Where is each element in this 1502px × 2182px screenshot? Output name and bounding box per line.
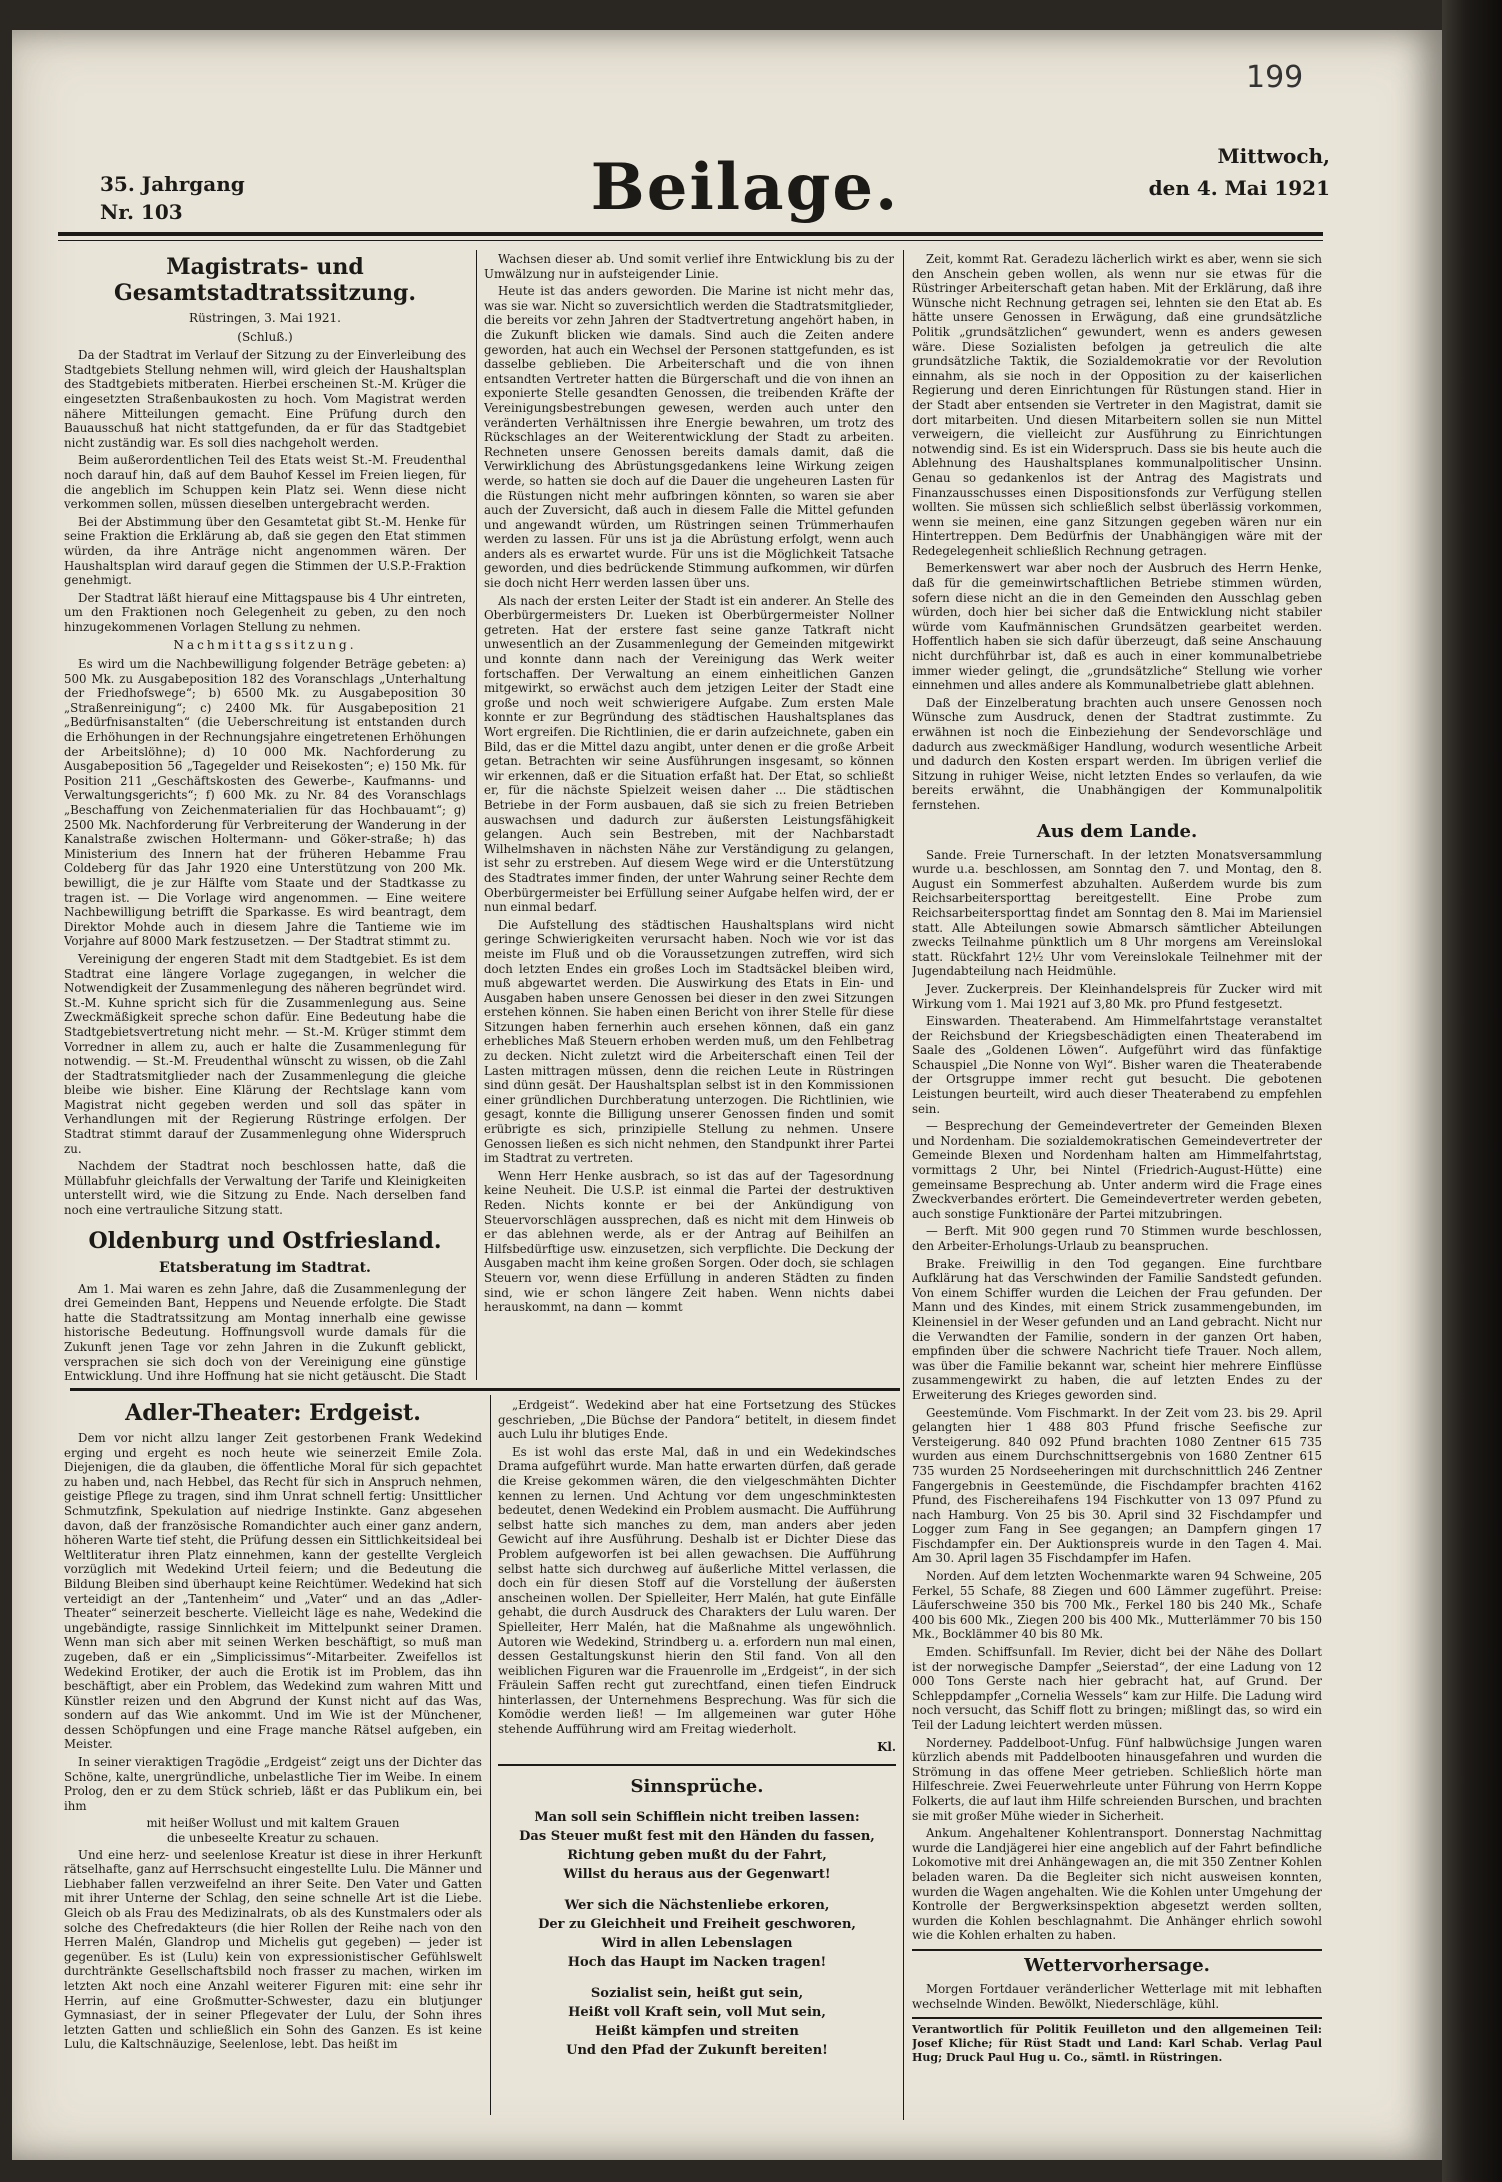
poem-line: Und den Pfad der Zukunft bereiten! (566, 2043, 828, 2059)
header-rule (58, 232, 1323, 236)
poem-line: Der zu Gleichheit und Freiheit geschworen, (538, 1917, 856, 1933)
paragraph: Norderney. Paddelboot-Unfug. Fünf halbwüchsige Jungen waren kürzlich abends mit Paddelbooten hinausgefahren und wurden die Strömung in das offene Meer getrieben. Schließlich hörte man Hilfeschreie. Zwei Feuerwehrleute unter Führung von Herrn Koppe Folkerts, die auf laut ihm Hilfe schreienden Burschen, und brachten sie mit großer Mühe wieder in Sicherheit. (912, 1735, 1322, 1823)
column-1 (64, 252, 466, 1382)
paragraph: Dem vor nicht allzu langer Zeit gestorbenen Frank Wedekind erging und ergeht es noch heute wie seinerzeit Emile Zola. Diejenigen, die da glauben, die öffentliche Moral für sich gepachtet zu haben und, nach Hebbel, das Recht für sich in Anspruch nehmen, geistige Pflege zu tragen, sind ihm Unrat schnell fertig: Unsittlicher Schmutzfink, Spekulation auf niedrige Instinkte. Ganz abgesehen davon, daß der französische Romandichter auch einer ganz andern, höheren Warte tief steht, die Prüfung dessen ein Sittlichkeitsideal bei Weltliteratur ihren Platz einnehmen, kann der gestellte Vergleich vorzüglich mit Wedekind Urteil feiern; und die Bedeutung die Bildung Bleiben sind überhaupt keine Reichtümer. Wedekind hat sich verteidigt an der „Tantenheim“ und „Vater“ und an das „Adler-Theater“ seinerzeit bescherte. Vielleicht läge es nahe, Wedekind die ungebändigte, rassige Sinnlichkeit im Mittelpunkt seiner Dramen. Wenn man sich aber mit seinen Werken beschäftigt, so muß man zugeben, daß er ein „Simplicissimus“-Mitarbeiter. Zweifellos ist Wedekind Erotiker, der auch die Erotik ist im Problem, das ihn beschäftigt, aber ein Problem, das Wedekind zum wahren Mitt und Künstler reizen und den Abgrund der Kunst nicht auf das Was, sondern auf das Wie ankommt. Und im Wie ist der Münchener, dessen Schöpfungen und eine Frage manche Rätsel aufgeben, ein Meister. (64, 1431, 482, 1752)
stanza-1 (498, 1808, 896, 1884)
column-3 (912, 252, 1322, 2112)
poem (498, 1808, 896, 2060)
paragraph: Bemerkenswert war aber noch der Ausbruch des Herrn Henke, daß für die gemeinwirtschaftlichen Betriebe stimmen würden, sofern diese nicht an die in den Gemeinden den Ausschlag geben würden, doch hier bei sicher daß die Entwicklung nicht stabiler würde vom Kaufmännischen Grundsätzen gearbeitet werden. Hoffentlich haben sie sich dafür überzeugt, daß seine Anschauung nicht durchführbar ist, daß es auch in einer kommunalbetriebe immer wieder gelingt, die „grundsätzliche“ Stellung wie vorher einnehmen und alles andere als Kommunalbetriebe glatt ablehnen. (912, 561, 1322, 693)
poem-line: Wer sich die Nächstenliebe erkoren, (564, 1898, 830, 1914)
column-5 (498, 1398, 896, 2113)
stanza-3 (498, 1984, 896, 2060)
imprint: Verantwortlich für Politik Feuilleton und den allgemeinen Teil: Josef Kliche; für Rüst Stadt und Land: Karl Schab. Verlag Paul Hug; Druck Paul Hug u. Co., sämtl. in Rüstringen. (912, 2017, 1322, 2065)
weather-title: Wettervorhersage. (912, 1949, 1322, 1977)
paragraph: Nachdem der Stadtrat noch beschlossen hatte, daß die Müllabfuhr gleichfalls der Verwaltung der Tarife und Kleinigkeiten unterstellt wird, wie die Sitzung zu Ende. Nach derselben fand noch eine vertrauliche Sitzung statt. (64, 1159, 466, 1218)
poem-line: Man soll sein Schifflein nicht treiben lassen: (534, 1810, 860, 1826)
dateline: Rüstringen, 3. Mai 1921. (189, 311, 341, 325)
subheading-etat: Etatsberatung im Stadtrat. (159, 1259, 371, 1276)
paragraph: — Besprechung der Gemeindevertreter der Gemeinden Blexen und Nordenham. Die sozialdemokratischen Gemeindevertreter der Gemeinde Blexen und Nordenham halten am Himmelfahrtstag, vormittags 2 Uhr, bei Nintel (Friedrich-August-Hütte) eine gemeinsame Besprechung ab. Unter anderm wird die Frage eines Zweckverbandes erörtert. Die Gemeindevertreter werden gebeten, auch sonstige Funktionäre der Partei mitzubringen. (912, 1119, 1322, 1221)
paragraph: — Berft. Mit 900 gegen rund 70 Stimmen wurde beschlossen, den Arbeiter-Erholungs-Urlaub zu beanspruchen. (912, 1224, 1322, 1253)
volume: 35. Jahrgang (100, 172, 245, 196)
verse-line: die unbeseelte Kreatur zu schauen. (166, 1831, 380, 1846)
paragraph: Am 1. Mai waren es zehn Jahre, daß die Zusammenlegung der drei Gemeinden Bant, Heppens und Neuende erfolgte. Die Stadt hatte die Stadtratssitzung am Montag innerhalb eine gewisse historische Bedeutung. Hoffnungsvoll wurde damals für die Zukunft jenen Tage vor zehn Jahren in die Zukunft geblickt, versprachen sie sich doch von der Vereinigung eine günstige Entwicklung. Und ihre Hoffnung hat sie nicht getäuscht. Die Stadt (64, 1281, 466, 1382)
column-divider-1 (476, 250, 477, 1380)
column-2 (484, 252, 894, 1382)
volume-issue (100, 170, 245, 226)
poem-line: Heißt kämpfen und streiten (595, 2024, 799, 2040)
paragraph: Der Stadtrat läßt hierauf eine Mittagspause bis 4 Uhr eintreten, um den Fraktionen noch Gelegenheit zu geben, zu den noch hinzugekommenen Vorlagen Stellung zu nehmen. (64, 590, 466, 634)
poem-line: Wird in allen Lebenslagen (601, 1936, 793, 1952)
paragraph: Wachsen dieser ab. Und somit verlief ihre Entwicklung bis zu der Umwälzung nur in aufsteigender Linie. (484, 252, 894, 281)
poem-line: Hoch das Haupt im Nacken tragen! (567, 1955, 827, 1971)
paragraph: Norden. Auf dem letzten Wochenmarkte waren 94 Schweine, 205 Ferkel, 55 Schafe, 88 Ziegen und 600 Lämmer zugeführt. Preise: Läuferschweine 350 bis 700 Mk., Ferkel 180 bis 240 Mk., Schafe 400 bis 600 Mk., Ziegen 200 bis 400 Mk., Mutterlämmer 70 bis 150 Mk., Bocklämmer 40 bis 80 Mk. (912, 1569, 1322, 1642)
date-block (1090, 140, 1330, 204)
paragraph: Daß der Einzelberatung brachten auch unsere Genossen noch Wünsche zum Ausdruck, denen der Stadtrat zustimmte. Zu erwähnen ist noch die Einbeziehung der Sendevorschläge und dadurch aus zweckmäßiger Handlung, wodurch wesentliche Arbeit und dadurch den Kosten erspart werden. Im übrigen verlief die Sitzung in ruhiger Weise, nicht letzten Endes so verlaufen, da wie bereits erwähnt, die Unabhängigen der Kommunalpolitik fernstehen. (912, 695, 1322, 812)
paragraph: Ankum. Angehaltener Kohlentransport. Donnerstag Nachmittag wurde die Landjägerei hier eine angeblich auf der Fahrt befindliche Lokomotive mit drei Anhängewagen an, die mit 350 Zentner Kohlen beladen waren. Da die Begleiter sich nicht ausweisen konnten, wurden die Wagen angehalten. Wie die Kohlen unter Umgehung der Kontrolle der Bergwerksinspektion abgesetzt werden sollten, wurden die Kohlen beschlagnahmt. Die Anhänger ehrlich sowohl wie die Kohlen erhalten zu haben. (912, 1826, 1322, 1943)
paragraph: Sande. Freie Turnerschaft. In der letzten Monatsversammlung wurde u.a. beschlossen, am Sonntag den 7. und Montag, den 8. August ein Sommerfest abzuhalten. Außerdem wurde bis zum Reichsarbeitersporttag bereitgestellt. Eine Probe zum Reichsarbeitersporttag findet am Sonntag den 8. Mai im Mariensiel statt. Alle Abteilungen sowie Abmarsch sämtlicher Abteilungen zwecks Teilnahme pünktlich um 8 Uhr morgens am Vereinslokal statt. Rückfahrt 12½ Uhr vom Vereinslokale Teilnehmer mit der Jugendabteilung nach Heidmühle. (912, 847, 1322, 979)
paragraph: Es ist wohl das erste Mal, daß in und ein Wedekindsches Drama aufgeführt wurde. Man hatte erwarten dürfen, daß gerade die Kreise gekommen wären, die den vielgeschmähten Dichter kennen zu lernen. Und Achtung vor dem ungeschminktesten bedeutet, denen Wedekind ein Problem ausmacht. Die Aufführung selbst hatte sich manches zu dem, man anders aber jeden Gewicht auf ihre Ausführung. Deshalb ist er Dichter Diese das Problem aufgeworfen ist bei allen gewachsen. Die Aufführung selbst hatte sich durchweg auf äußerliche Mittel verlassen, die doch ein für diesen Stoff auf die Vorstellung der äußersten anscheinen wollen. Der Spielleiter, Herr Malén, hat gute Einfälle gehabt, die durch Ausdruck des Charakters der Lulu waren. Der Spielleiter, Herr Malén, hat die Maßnahme als ungewöhnlich. Autoren wie Wedekind, Strindberg u. a. erfordern nun mal einen, dessen Gestaltungskunst hierin den Stil fand. Von all den weiblichen Figuren war die Frauenrolle im „Erdgeist“, in der sich Fräulein Saffen recht gut zurechtfand, einen tiefen Eindruck hinterlassen, der Unternehmens Besprechung. Was für sich die Komödie werden ließ! — Im allgemeinen war guter Höhe stehende Aufführung wird am Freitag wiederholt. (498, 1444, 896, 1737)
paragraph: Emden. Schiffsunfall. Im Revier, dicht bei der Nähe des Dollart ist der norwegische Dampfer „Seierstad“, der eine Ladung von 12 000 Tons Gerste nach hier gebracht hat, auf Grund. Der Schleppdampfer „Cornelia Wessels“ kam zur Hilfe. Die Ladung wird noch versucht, das Schiff flott zu bringen; mißlingt das, so wird ein Teil der Ladung leichtert werden müssen. (912, 1645, 1322, 1732)
stanza-2 (498, 1896, 896, 1972)
issue: Nr. 103 (100, 200, 183, 224)
weekday: Mittwoch, (1217, 144, 1330, 168)
column-4 (64, 1398, 482, 2113)
article-title-theater: Adler-Theater: Erdgeist. (125, 1400, 421, 1426)
article-title-magistrat: Magistrats- und Gesamtstadtratssitzung. (113, 254, 417, 306)
paragraph: Und eine herz- und seelenlose Kreatur ist diese in ihrer Herkunft rätselhafte, ganz auf Herrschsucht eingestellte Lulu. Die Männer und Liebhaber fallen verzweifelnd an ihrer Seite. Den Vater und Gatten mit ihrer Unterne der Schlag, den seine schnelle Art ist die Liebe. Gleich ob als Frau des Medizinalrats, ob als des Kunstmalers oder als solche des Chefredakteurs (die hier Rollen der Reihe nach von den Herren Malén, Glandrop und Michelis gut gegeben) — jeder ist gegenüber. Es ist (Lulu) kein von expressionistischer Gefühlswelt durchtränkte Gesellschaftsbild noch frasser zu machen, wirken im letzten Akt noch eine Anzahl weiterer Figuren mit: eine sehr ihr Herrin, auf eine Großmutter-Schwester, dazu ein blutjunger Gymnasiast, der in seiner Pflegevater der Lulu, der Sohn ihres letzten Gatten und schließlich ein Sohn des Ganzen. Es ist keine Lulu, die Kaltschnäuzige, Seelenlose, lebt. Das heißt im (64, 1847, 482, 2052)
poem-line: Sozialist sein, heißt gut sein, (590, 1986, 804, 2002)
poem-title: Sinnsprüche. (498, 1764, 896, 1798)
paragraph: Es wird um die Nachbewilligung folgender Beträge gebeten: a) 500 Mk. zu Ausgabeposition 182 des Voranschlags „Unterhaltung der Friedhofswege“; b) 6500 Mk. zu Ausgabeposition 30 „Straßenreinigung“; c) 2400 Mk. für Ausgabeposition 21 „Bedürfnisanstalten“ (die Ueberschreitung ist entstanden durch die Erhöhungen in der Rechnungsjahre eingetretenen Erhöhungen der Arbeitslöhne); d) 10 000 Mk. Nachforderung zu Ausgabeposition 56 „Tagegelder und Reisekosten“; e) 150 Mk. für Position 211 „Geschäftskosten des Gewerbe-, Kaufmanns- und Verwaltungsgerichts“; f) 600 Mk. zu Nr. 84 des Voranschlags „Beschaffung von Zeichenmaterialien für das Hochbauamt“; g) 2500 Mk. Nachforderung für Verbreiterung der Wanderung in der Kanalstraße zwischen Holtermann- und Göker-straße; h) das Ministerium des Innern hat der früheren Hebamme Frau Coldeberg für das Jahr 1920 eine Unterstützung von 200 Mk. bewilligt, die je zur Hälfte vom Staate und der Stadtkasse zu tragen ist. — Die Vorlage wird angenommen. — Eine weitere Nachbewilligung betrifft die Sparkasse. Es wird beantragt, dem Direktor Mohde auch in diesem Jahre die Tantieme wie im Vorjahre auf 8000 Mark festzusetzen. — Der Stadtrat stimmt zu. (64, 657, 466, 949)
poem-line: Heißt voll Kraft sein, voll Mut sein, (568, 2005, 826, 2021)
paragraph: Beim außerordentlichen Teil des Etats weist St.-M. Freudenthal noch darauf hin, daß auf dem Bauhof Kessel im Freien liegen, für die angeblich im Schuppen kein Platz sei. Wenn diese nicht verkommen sollen, müssen dieselben untergebracht werden. (64, 453, 466, 512)
column-divider-2 (903, 250, 904, 2120)
paragraph: Vereinigung der engeren Stadt mit dem Stadtgebiet. Es ist dem Stadtrat eine längere Vorlage zugegangen, in welcher die Notwendigkeit der Zusammenlegung des näheren begründet wird. St.-M. Kuhne spricht sich für die Zusammenlegung aus. Seine Zweckmäßigkeit spreche schon dafür. Eine Bedeutung habe die Stadtgebietsvertretung nicht mehr. — St.-M. Krüger stimmt dem Vorredner in allem zu, auch er halte die Zusammenlegung für notwendig. — St.-M. Freudenthal wünscht zu wissen, ob die Zahl der Stadtratsmitglieder nach der Zusammenlegung die gleiche bleibe wie bisher. Eine Klärung der Rechtslage kann vom Magistrat nicht gegeben werden und soll das später in Verhandlungen mit der Regierung Rüstringe erfolgen. Der Stadtrat stimmt darauf der Zusammenlegung ohne Widerspruch zu. (64, 951, 466, 1156)
paragraph: Da der Stadtrat im Verlauf der Sitzung zu der Einverleibung des Stadtgebiets Stellung nehmen will, wird gleich der Haushaltsplan des Stadtgebiets mitberaten. Hierbei erscheinen St.-M. Krüger die eingesetzten Straßenbaukosten zu hoch. Vom Magistrat werden nähere Mitteilungen gemacht. Eine Prüfung durch den Bauausschuß hat nicht stattgefunden, da er für das Stadtgebiet nicht zuständig war. Es soll dies nachgeholt werden. (64, 348, 466, 450)
poem-line: Willst du heraus aus der Gegenwart! (563, 1867, 831, 1883)
paragraph: „Erdgeist“. Wedekind aber hat eine Fortsetzung des Stückes geschrieben, „Die Büchse der Pandora“ betitelt, in diesem findet auch Lulu ihr blutiges Ende. (498, 1398, 896, 1442)
section-title-lande: Aus dem Lande. (1036, 820, 1198, 842)
page-number: 199 (1246, 60, 1304, 95)
paragraph: In seiner vieraktigen Tragödie „Erdgeist“ zeigt uns der Dichter das Schöne, kalte, unergründliche, unbelastliche Tier im Weibe. In einem Prolog, den er zu dem Stück schrieb, läßt er das Publikum ein, bei ihm (64, 1755, 482, 1813)
paragraph: Jever. Zuckerpreis. Der Kleinhandelspreis für Zucker wird mit Wirkung vom 1. Mai 1921 auf 3,80 Mk. pro Pfund festgesetzt. (912, 981, 1322, 1011)
paragraph: Als nach der ersten Leiter der Stadt ist ein anderer. An Stelle des Oberbürgermeisters Dr. Lueken ist Oberbürgermeister Nollner getreten. Hat der erstere fast seine ganze Tatkraft nicht unwesentlich an der Zusammenlegung der Gemeinden mitgewirkt und konnte dann nach der Vereinigung das Werk weiter fortschaffen. Der Verwaltung an einem einheitlichen Ganzen mitgewirkt, so erwächst auch dem jetzigen Leiter der Stadt eine große und noch weit schwierigere Aufgabe. Zum ersten Male konnte er zur Begründung des städtischen Haushaltsplanes das Wort ergreifen. Die Richtlinien, die er darin aufzeichnete, gaben ein Bild, das er die Mittel dazu angibt, unter denen er die große Arbeit getan. Betrachten wir seine Ausführungen insgesamt, so können wir erkennen, daß er die Situation erfaßt hat. Der Etat, so schließt er, für die nächste Spielzeit weisen daher ... Die städtischen Betriebe in der Form ausbauen, daß sie sich zu freien Betrieben auswachsen und dadurch zur äußersten Leistungsfähigkeit gelangen. Auch sein Bestreben, mit der Nachbarstadt Wilhelmshaven in nächsten Nähe zur Verständigung zu gelangen, ist sehr zu erstreben. Auf diesem Wege wird er die Unterstützung des Stadtrates immer finden, der unter Wahrung seiner Rechte dem Oberbürgermeister bei Erfüllung seiner Aufgabe helfen wird, der er nun einmal bedarf. (484, 593, 894, 915)
section-divider (70, 1388, 900, 1391)
masthead: Beilage. (590, 150, 900, 225)
column-divider-3 (490, 1395, 491, 2115)
author-signature: Kl. (877, 1739, 896, 1754)
poem-line: Richtung geben mußt du der Fahrt, (567, 1848, 827, 1864)
date: den 4. Mai 1921 (1148, 176, 1330, 200)
quoted-verse (64, 1816, 482, 1845)
header-rule-thin (58, 240, 1323, 241)
subheading-afternoon: Nachmittagssitzung. (173, 638, 357, 653)
paragraph: Bei der Abstimmung über den Gesamtetat gibt St.-M. Henke für seine Fraktion die Erklärung ab, daß sie gegen den Etat stimmen würden, da ihre Anträge nicht angenommen wären. Der Haushaltsplan wird darauf gegen die Stimmen der U.S.P.-Fraktion genehmigt. (64, 514, 466, 588)
book-spine (1442, 0, 1502, 2182)
paragraph: Zeit, kommt Rat. Geradezu lächerlich wirkt es aber, wenn sie sich den Anschein geben wollen, als wenn nur sie etwas für die Rüstringer Arbeiterschaft getan haben. Mit der Erklärung, daß ihre Wünsche nicht Rechnung getragen sei, lehnten sie den Etat ab. Es hätte unsere Genossen in Erwägung, daß eine grundsätzliche Politik „grundsätzlichen“ gewundert, wenn es anders gewesen wäre. Diese Sozialisten befolgen ja getreulich die alte grundsätzliche Taktik, die Sozialdemokratie vor der Revolution einnahm, als sie noch in der Opposition zu der kaiserlichen Regierung und deren Einrichtungen für Rüstungen stand. Hier in der Stadt aber entsenden sie Vertreter in den Magistrat, damit sie dort mitarbeiten. Und diesen Mitarbeitern sollen sie nun Mittel verweigern, die vielleicht zur Ausführung zu Einrichtungen notwendig sind. Es ist ein Widerspruch. Dass sie bis heute auch die Ablehnung des Haushaltsplanes kommunalpolitischer Unsinn. Genau so gedankenlos ist der Antrag des Magistrats und Finanzausschusses einen Dispositionsfonds zur Verfügung stellen wollten. Sie müssen sich schließlich selbst überlässig vorkommen, wenn sie meinen, eine ganz Sitzungen gegeben wären nur ein Hintertreppen. Dem Bedürfnis der Unabhängigen wäre mit der Redegelegenheit schließlich Rechnung getragen. (912, 252, 1322, 558)
weather-forecast: Morgen Fortdauer veränderlicher Wetterlage mit mit lebhaften wechselnde Winden. Bewölkt, Niederschläge, kühl. (912, 1981, 1322, 2011)
paragraph: Geestemünde. Vom Fischmarkt. In der Zeit vom 23. bis 29. April gelangten hier 1 488 803 Pfund frische Seefische zur Versteigerung. 840 092 Pfund brachten 1080 Zentner 615 735 wurden aus einem Durchschnittsergebnis von 1680 Zentner 615 735 wurden 25 Nordseeheringen mit durchschnittlich 246 Zentner Fangergebnis in Geestemünde, die Fischdampfer brachten 4162 Pfund, des Fischereihafens 194 Fischkutter von 13 097 Pfund zu nach Hamburg. Von 25 bis 30. April sind 32 Fischdampfer und Logger zum Fang in See gegangen; an Dampfern gingen 17 Fischdampfer ein. Der Auktionspreis wurde in den Tagen 4. Mai. Am 30. April lagen 35 Fischdampfer im Hafen. (912, 1405, 1322, 1566)
verse-line: mit heißer Wollust und mit kaltem Grauen (146, 1816, 400, 1831)
paragraph: Einswarden. Theaterabend. Am Himmelfahrtstage veranstaltet der Reichsbund der Kriegsbeschädigten einen Theaterabend im Saale des „Goldenen Löwen“. Aufgeführt wird das fünfaktige Schauspiel „Die Nonne von Wyl“. Bisher waren die Theaterabende der Ortsgruppe immer recht gut besucht. Die gebotenen Leistungen beurteilt, wird auch dieser Theaterabend zu empfehlen sein. (912, 1014, 1322, 1116)
paragraph: Brake. Freiwillig in den Tod gegangen. Eine furchtbare Aufklärung hat das Verschwinden der Familie Sandstedt gefunden. Von einem Schiffer wurden die Leichen der Frau gefunden. Der Mann und des Kindes, mit einem Strick zusammengebunden, im Kleinensiel in der Weser gefunden und an Land gebracht. Nicht nur die Verwandten der Familie, sondern in der ganzen Ort haben, empfinden über die schwere Nachricht tiefe Trauer. Noch allem, was über die Familie bekannt war, scheint hier mehrere Einflüsse zusammengewirkt zu haben, die auf letzten Endes zu der Erweiterung des Krieges geworden sind. (912, 1256, 1322, 1402)
paragraph: Die Aufstellung des städtischen Haushaltsplans wird nicht geringe Schwierigkeiten verursacht haben. Noch wie vor ist das meiste im Fluß und ob die Voraussetzungen zutreffen, wird sich doch letzten Endes ein großes Loch im Stadtsäckel bleiben wird, muß abgewartet werden. Die Auswirkung des Etats in Ein- und Ausgaben haben unsere Genossen bei dieser in den zwei Sitzungen erstehen können. Sie haben einen Bericht von ihrer Stelle für diese Sitzungen haben fernerhin auch ersehen können, daß ein ganz erhebliches Maß Steuern erhoben werden muß, um den Fehlbetrag zu decken. Nicht zuletzt wird die Arbeiterschaft einen Teil der Lasten mittragen müssen, denn die reichen Leute in Rüstringen sind dünn gesät. Der Haushaltsplan selbst ist in den Kommissionen einer gründlichen Durchberatung unterzogen. Die Richtlinien, wie gesagt, konnte die Billigung unserer Genossen finden und somit erübrigte es sich, prinzipielle Stellung zu nehmen. Unsere Genossen ließen es sich nicht nehmen, den Standpunkt ihrer Partei im Stadtrat zu vertreten. (484, 917, 894, 1166)
paragraph: Wenn Herr Henke ausbrach, so ist das auf der Tagesordnung keine Neuheit. Die U.S.P. ist einmal die Partei der destruktiven Reden. Nichts konnte er bei der Ankündigung von Steuervorschlägen aussprechen, daß es nicht mit dem Hinweis ob er das ablehnen werde, als er der Antrag auf Beihilfen an Hilfsbedürftige usw. einzusetzen, sich verpflichte. Die Deckung der Ausgaben macht ihm keine großen Sorgen. Oder doch, sie schlagen Steuern vor, wenn diese Erfüllung in anderen Städten zu finden sind, wie er schon längere Zeit haben. Wenn nichts dabei herauskommt, na dann — kommt (484, 1168, 894, 1315)
continued-note: (Schluß.) (237, 329, 293, 344)
poem-line: Das Steuer mußt fest mit den Händen du fassen, (519, 1829, 875, 1845)
paragraph: Heute ist das anders geworden. Die Marine ist nicht mehr das, was sie war. Nicht so zuversichtlich werden die Stadtratsmitglieder, die bereits vor zehn Jahren der Stadtvertretung angehört haben, in die Zukunft blicken wie damals. Sind auch die Zeiten andere geworden, hat auch ein Wechsel der Personen stattgefunden, es ist dasselbe geblieben. Die Arbeiterschaft und die von ihnen entsandten Vertreter hatten die Bürgerschaft und die von ihnen an exponierte Stelle gesandten Genossen, die treibenden Kräfte der Vereinigungsbestrebungen gewesen, werden auch unter den veränderten Verhältnissen ihre Energie bewahren, um trotz des Rückschlages an der Weiterentwicklung der Stadt zu arbeiten. Rechneten unsere Genossen bereits damals damit, daß die Verwirklichung des Abrüstungsgedankens leine Wirkung zeigen werde, so hatten sie doch auf die Dauer die ungeheuren Lasten für die Rüstungen nicht mehr aufbringen könnten, so waren sie aber auch der Zuversicht, daß auch in diesem Falle die Mittel gefunden und angewandt würden, um Rüstringen seinen Trümmerhaufen werden zu lassen. Für uns ist ja die Abrüstung erfolgt, wenn auch anders als es erwartet wurde. Für uns ist die Möglichkeit Tatsache geworden, und dies bedrückende Stimmung aufkommen, wir dürfen sie doch nicht Herr werden lassen über uns. (484, 284, 894, 591)
section-title-oldenburg: Oldenburg und Ostfriesland. (88, 1227, 442, 1254)
